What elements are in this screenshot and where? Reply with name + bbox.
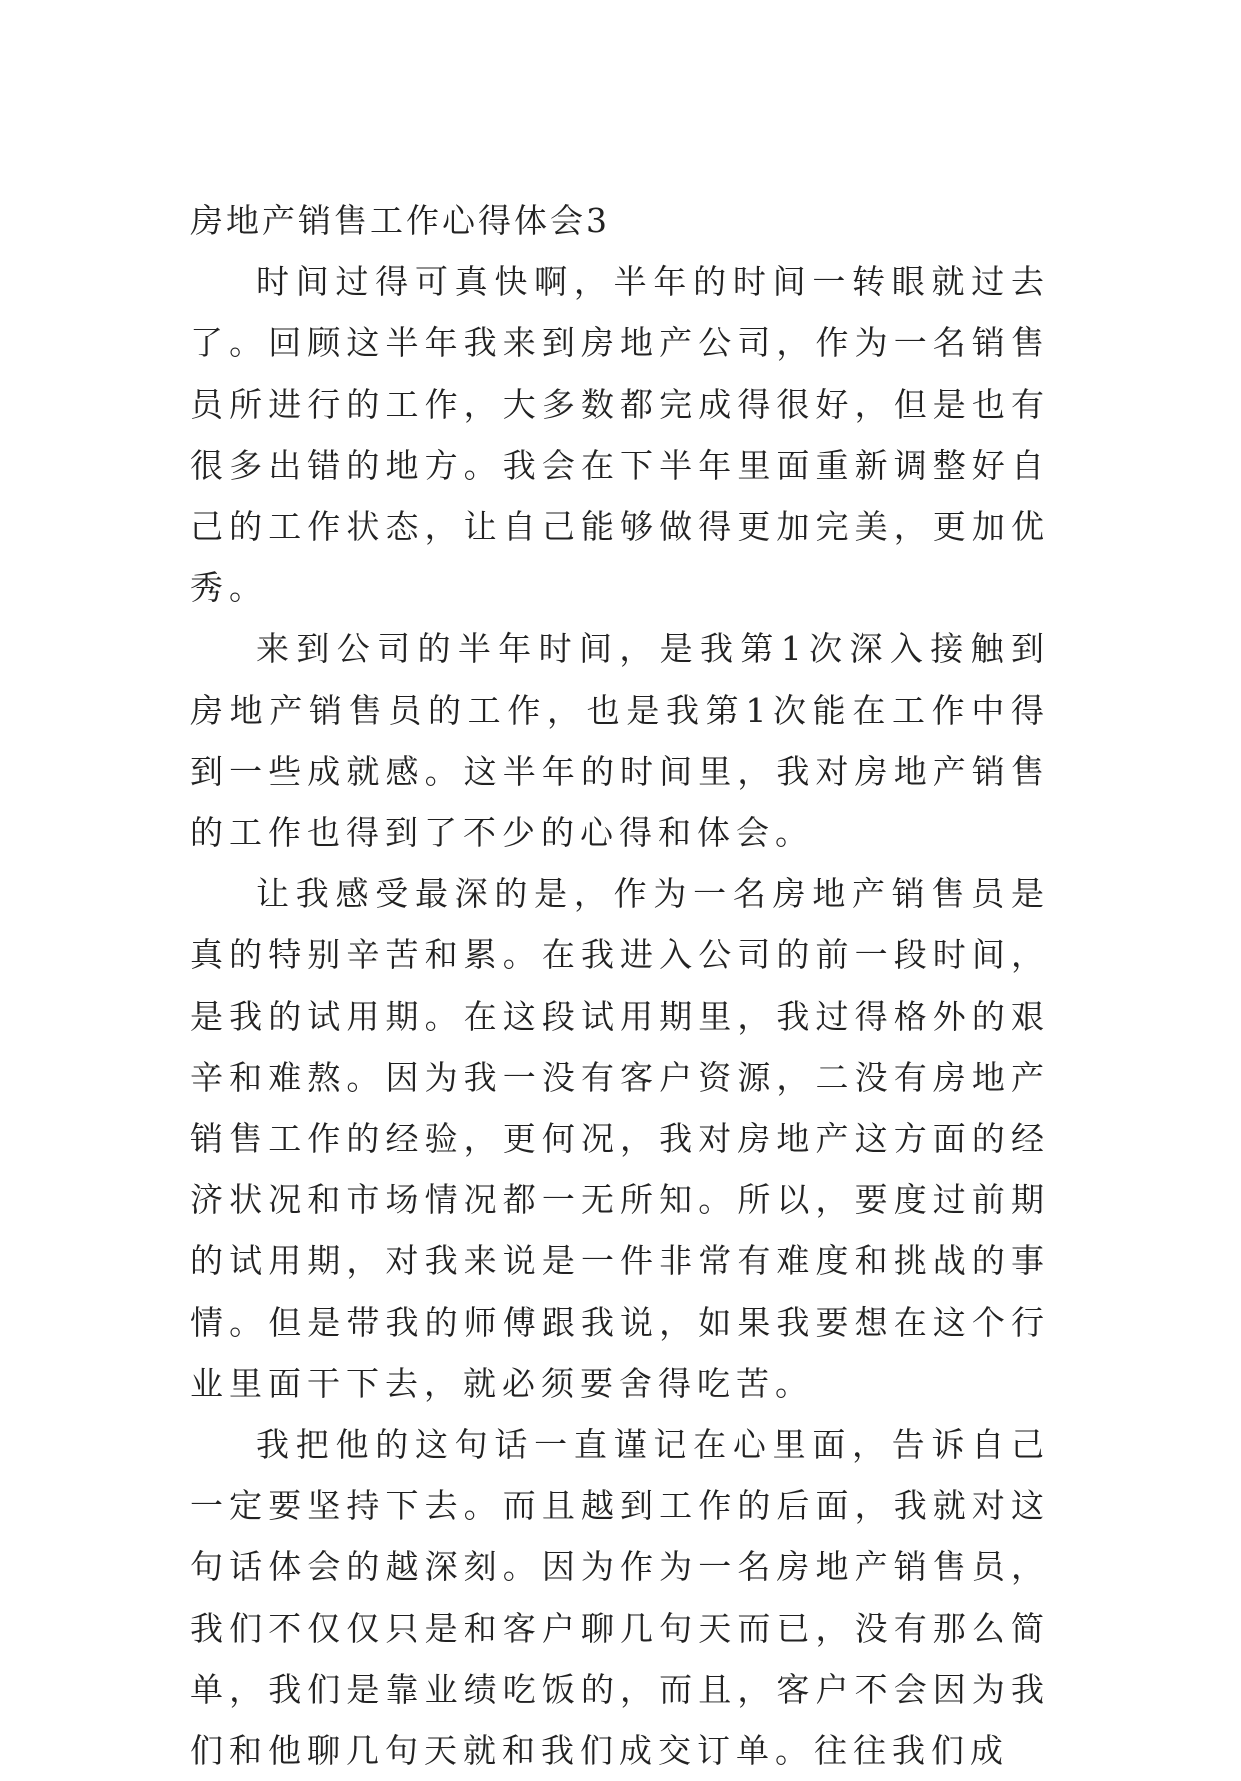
document-body <box>190 190 1050 1781</box>
paragraph-3: 让我感受最深的是，作为一名房地产销售员是真的特别辛苦和累。在我进入公司的前一段时间，是我的试用期。在这段试用期里，我过得格外的艰辛和难熬。因为我一没有客户资源，二没有房地产销售工作的经验，更何况，我对房地产这方面的经济状况和市场情况都一无所知。所以，要度过前期的试用期，对我来说是一件非常有难度和挑战的事情。但是带我的师傅跟我说，如果我要想在这个行业里面干下去，就必须要舍得吃苦。 <box>190 874 1050 1403</box>
paragraph-1: 时间过得可真快啊，半年的时间一转眼就过去了。回顾这半年我来到房地产公司，作为一名销售员所进行的工作，大多数都完成得很好，但是也有很多出错的地方。我会在下半年里面重新调整好自己的工作状态，让自己能够做得更加完美，更加优秀。 <box>190 262 1050 608</box>
paragraph-2: 来到公司的半年时间，是我第1次深入接触到房地产销售员的工作，也是我第1次能在工作中得到一些成就感。这半年的时间里，我对房地产销售的工作也得到了不少的心得和体会。 <box>190 629 1050 853</box>
paragraph-4: 我把他的这句话一直谨记在心里面，告诉自己一定要坚持下去。而且越到工作的后面，我就对这句话体会的越深刻。因为作为一名房地产销售员，我们不仅仅只是和客户聊几句天而已，没有那么简单，我们是靠业绩吃饭的，而且，客户不会因为我们和他聊几句天就和我们成交订单。往往我们成 <box>190 1425 1050 1771</box>
document-title: 房地产销售工作心得体会3 <box>190 201 610 240</box>
